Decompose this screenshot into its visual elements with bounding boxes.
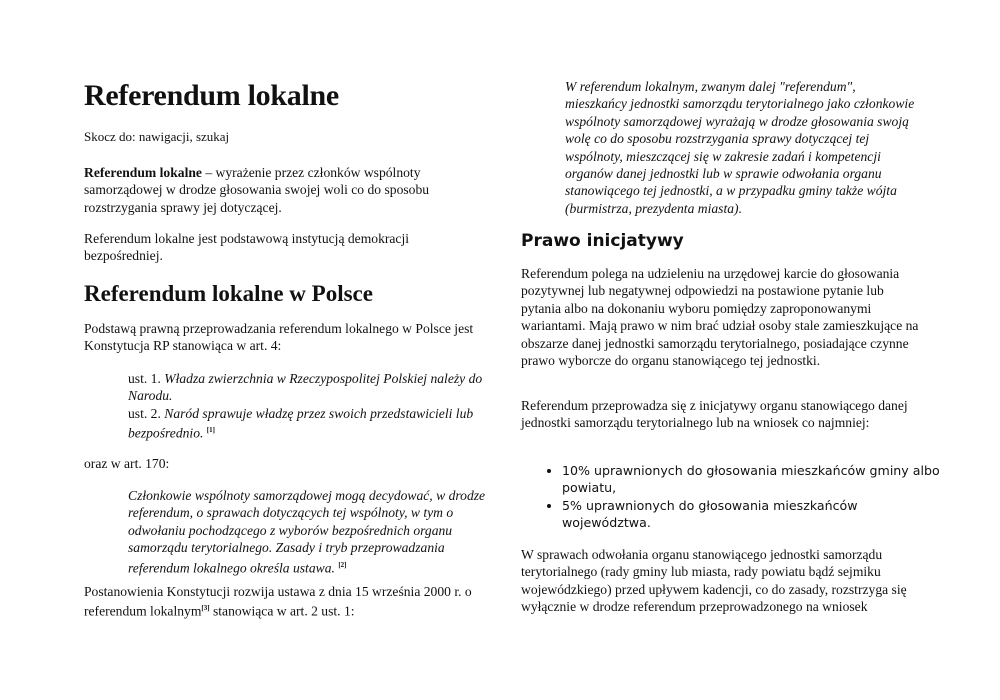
statute-paragraph [84, 583, 484, 620]
initiative-list [540, 462, 942, 532]
skip-prefix: Skocz do: [84, 129, 139, 144]
list-item: • 10% uprawnionych do głosowania mieszkańców gminy albo powiatu, [562, 462, 942, 497]
ust2-text: Naród sprawuje władzę przez swoich przedstawicieli lub bezpośrednio. [128, 405, 474, 441]
definition-paragraph [84, 164, 484, 216]
basic-paragraph: Referendum lokalne jest podstawową instytucją demokracji bezpośredniej. [84, 231, 410, 264]
art170-text: Członkowie wspólnoty samorządowej mogą decydować, w drodze referendum, o sprawach dotyczących tej wspólnoty, w tym o odwołaniu pochodzącego z wyborów bezpośrednich organu samorządu terytorialnego. Zasady i tryb przeprowadzania referendum lokalnego określa ustawa. [128, 488, 486, 576]
section-title-initiative: Prawo inicjatywy [521, 231, 684, 251]
skip-links [84, 128, 484, 145]
footnote-ref-1[interactable]: [1] [206, 426, 215, 435]
dismissal-paragraph: W sprawach odwołania organu stanowiącego jednostki samorządu terytorialnego (rady gminy lub miasta, rady powiatu bądź sejmiku wojewódzkiego) przed upływem kadencji, co do zasady, rozstrzyga się wyłącznie w drodze referendum przeprowadzonego na wniosek [521, 547, 907, 615]
definition-text: – wyrażenie przez członków wspólnoty samorządowej w drodze głosowania swojej woli co do sposobu rozstrzygania sprawy jej dotyczącej. [84, 165, 430, 215]
section-title-poland: Referendum lokalne w Polsce [84, 281, 373, 306]
art170-quote [128, 487, 488, 577]
skip-search-link[interactable]: szukaj [195, 129, 230, 144]
initiative-paragraph: Referendum przeprowadza się z inicjatywy organu stanowiącego danej jednostki samorządu terytorialnego lub na wniosek co najmniej: [521, 398, 908, 431]
statute-text-a: Postanowienia Konstytucji rozwija ustawa z dnia 15 września 2000 r. o referendum lokalnym [84, 584, 472, 619]
footnote-ref-3[interactable]: [3] [201, 604, 210, 613]
footnote-ref-2[interactable]: [2] [338, 560, 347, 569]
page-title: Referendum lokalne [84, 79, 339, 112]
ust2-label: ust. 2. [128, 405, 165, 421]
list-item: • 5% uprawnionych do głosowania mieszkańców województwa. [562, 497, 942, 532]
definition-term: Referendum lokalne [84, 165, 202, 180]
legal-basis-paragraph: Podstawą prawną przeprowadzania referendum lokalnego w Polsce jest Konstytucja RP stanowiąca w art. 4: [84, 321, 474, 354]
skip-nav-link[interactable]: nawigacji [138, 129, 190, 144]
statute-text-b: stanowiąca w art. 2 ust. 1: [209, 603, 355, 619]
referendum-description: Referendum polega na udzieleniu na urzędowej karcie do głosowania pozytywnej lub negatywnej odpowiedzi na postawione pytanie lub pytania albo na dokonaniu wyboru pomiędzy zaproponowanymi wariantami. Mają prawo w nim brać udział osoby stale zamieszkujące na obszarze danej jednostki samorządu terytorialnego, posiadające czynne prawo wyborcze do organu stanowiącego tej jednostki. [521, 266, 919, 369]
art4-quote [128, 370, 498, 442]
art2-quote: W referendum lokalnym, zwanym dalej "referendum", mieszkańcy jednostki samorządu terytorialnego jako członkowie wspólnoty samorządowej wyrażają w drodze głosowania swoją wolę co do sposobu rozstrzygania sprawy dotyczącej tej wspólnoty, mieszczącej się w zakresie zadań i kompetencji organów danej jednostki lub w sprawie odwołania organu stanowiącego tej jednostki, a w przypadku gminy także wójta (burmistrza, prezydenta miasta). [565, 79, 915, 216]
art170-intro: oraz w art. 170: [84, 456, 170, 471]
ust1-label: ust. 1. [128, 371, 165, 386]
ust1-text: Władza zwierzchnia w Rzeczypospolitej Polskiej należy do Narodu. [128, 371, 483, 404]
skip-separator: , [189, 129, 196, 144]
